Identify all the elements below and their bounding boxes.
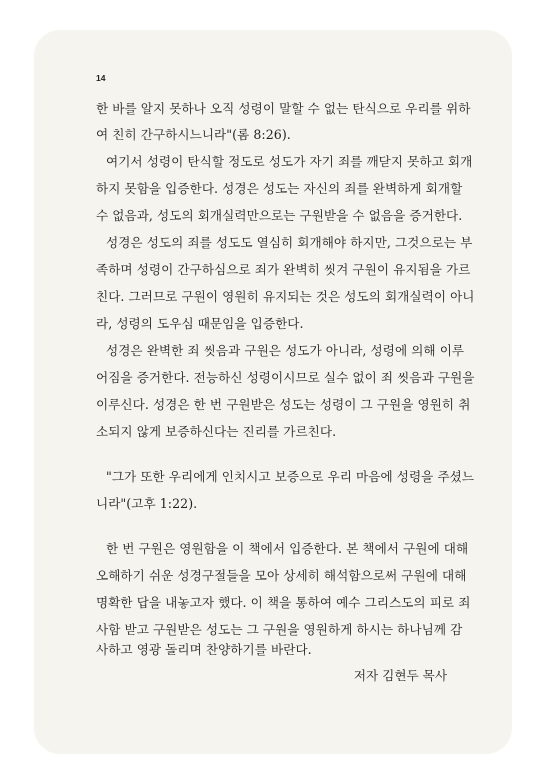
text-line-1: 한 바를 알지 못하나 오직 성령이 말할 수 없는 탄식으로 우리를 위하: [96, 101, 471, 116]
text-line-17: 사함 받고 구원받은 성도는 그 구원을 영원하게 하시는 하나님께 감: [96, 622, 463, 637]
text-line-2: 여 친히 간구하시느니라"(롬 8:26).: [96, 127, 291, 142]
text-line-16: 명확한 답을 내놓고자 했다. 이 책을 통하여 예수 그리스도의 피로 죄: [96, 595, 471, 610]
author-signature: 저자 김현두 목사: [353, 668, 447, 683]
text-line-3: 여기서 성령이 탄식할 정도로 성도가 자기 죄를 깨닫지 못하고 회개: [106, 154, 473, 169]
text-line-13: 소되지 않게 보증하신다는 진리를 가르친다.: [96, 424, 337, 439]
text-line-14: 한 번 구원은 영원함을 이 책에서 입증한다. 본 책에서 구원에 대해: [106, 541, 469, 556]
text-line-9: 라, 성령의 도우심 때문임을 입증한다.: [96, 316, 304, 331]
text-line-4: 하지 못함을 입증한다. 성경은 성도는 자신의 죄를 완벽하게 회개할: [96, 181, 463, 196]
page-number: 14: [96, 73, 106, 83]
text-line-18: 사하고 영광 돌리며 찬양하기를 바란다.: [96, 642, 312, 657]
text-line-10: 성경은 완벽한 죄 씻음과 구원은 성도가 아니라, 성령에 의해 이루: [106, 343, 465, 358]
text-line-12: 이루신다. 성경은 한 번 구원받은 성도는 성령이 그 구원을 영원히 취: [96, 397, 471, 412]
text-line-11: 어짐을 증거한다. 전능하신 성령이시므로 실수 없이 죄 씻음과 구원을: [96, 370, 475, 385]
text-line-7: 족하며 성령이 간구하심으로 죄가 완벽히 씻겨 구원이 유지됨을 가르: [96, 262, 471, 277]
text-line-8: 친다. 그러므로 구원이 영원히 유지되는 것은 성도의 회개실력이 아니: [96, 289, 475, 304]
text-line-15: 오해하기 쉬운 성경구절들을 모아 상세히 해석함으로써 구원에 대해: [96, 568, 467, 583]
quote-line-1: "그가 또한 우리에게 인치시고 보증으로 우리 마음에 성령을 주셨느: [106, 469, 475, 484]
text-line-6: 성경은 성도의 죄를 성도도 열심히 회개해야 하지만, 그것으로는 부: [106, 235, 473, 250]
text-line-5: 수 없음과, 성도의 회개실력만으로는 구원받을 수 없음을 증거한다.: [96, 208, 463, 223]
quote-line-2: 니라"(고후 1:22).: [96, 496, 198, 511]
